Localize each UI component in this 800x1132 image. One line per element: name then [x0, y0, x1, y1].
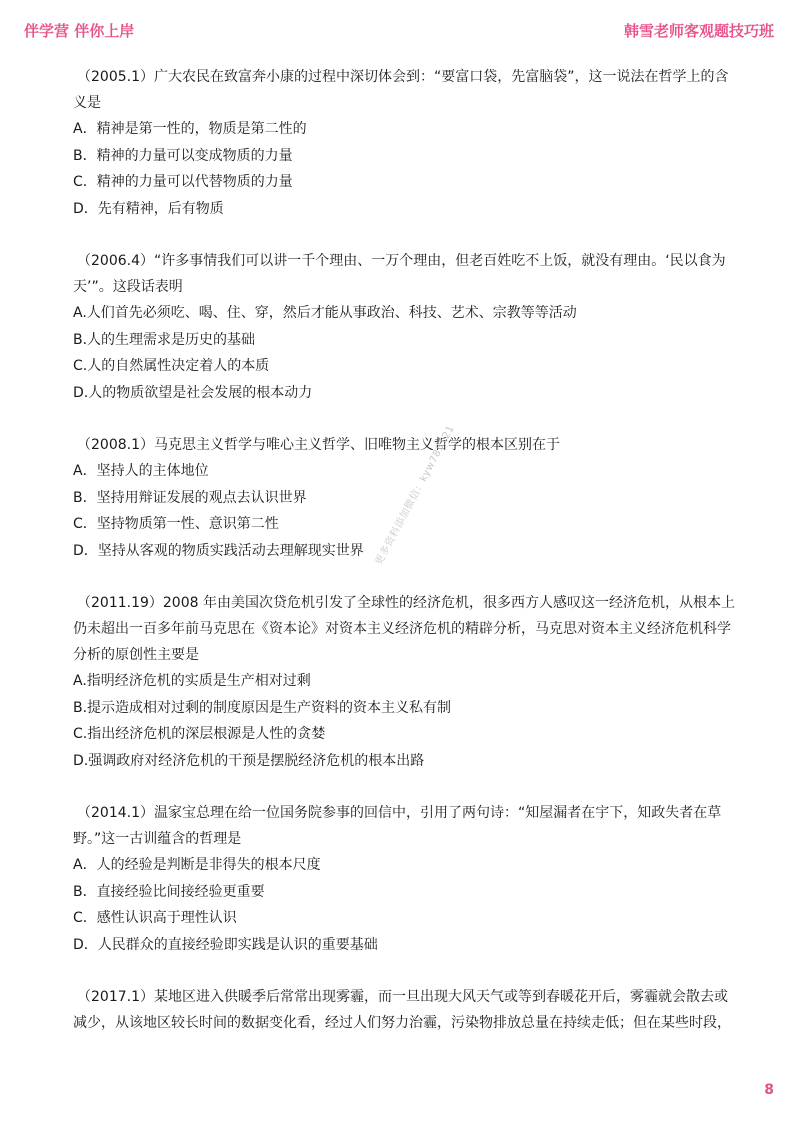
- question-2017-1: [73, 984, 738, 1036]
- option-b: B.提示造成相对过剩的制度原因是生产资料的资本主义私有制: [73, 699, 452, 716]
- question-2014-1: [73, 800, 738, 958]
- option-d: D.人的物质欲望是社会发展的根本动力: [73, 384, 313, 401]
- option-a: A．人的经验是判断是非得失的根本尺度: [73, 857, 321, 873]
- option-a: A.指明经济危机的实质是生产相对过剩: [73, 673, 311, 689]
- question-2006-4: [73, 248, 738, 406]
- question-stem: （2011.19）2008 年由美国次贷危机引发了全球性的经济危机，很多西方人感叹这一经济危机，从根本上仍未超出一百多年前马克思在《资本论》对资本主义经济危机的精辟分析，马克思对资本主义经济危机科学分析的原创性主要是: [73, 595, 735, 663]
- option-c: C．感性认识高于理性认识: [73, 910, 237, 926]
- question-stem: （2008.1）马克思主义哲学与唯心主义哲学、旧唯物主义哲学的根本区别在于: [77, 437, 560, 453]
- option-b: B．精神的力量可以变成物质的力量: [73, 147, 293, 164]
- question-2011-19: [73, 590, 738, 774]
- option-b: B．坚持用辩证发展的观点去认识世界: [73, 489, 307, 506]
- option-b: B．直接经验比间接经验更重要: [73, 883, 265, 900]
- option-c: C.指出经济危机的深层根源是人性的贪婪: [73, 726, 326, 742]
- option-c: C．坚持物质第一性、意识第二性: [73, 516, 279, 532]
- question-stem: （2005.1）广大农民在致富奔小康的过程中深切体会到：“要富口袋，先富脑袋”，这一说法在哲学上的含义是: [73, 69, 729, 111]
- question-stem: （2017.1）某地区进入供暖季后常常出现雾霾，而一旦出现大风天气或等到春暖花开后，雾霾就会散去或减少，从该地区较长时间的数据变化看，经过人们努力治霾，污染物排放总量在持续走低；但在某些时段，: [73, 989, 731, 1031]
- option-d: D．坚持从客观的物质实践活动去理解现实世界: [73, 542, 364, 559]
- option-d: D．先有精神，后有物质: [73, 200, 224, 217]
- question-stem: （2014.1）温家宝总理在给一位国务院参事的回信中，引用了两句诗：“知屋漏者在宇下，知政失者在草野。”这一古训蕴含的哲理是: [73, 805, 722, 847]
- header-course-title: 韩雪老师客观题技巧班: [623, 22, 774, 40]
- question-list: [73, 64, 738, 1062]
- question-stem: （2006.4）“许多事情我们可以讲一千个理由、一万个理由，但老百姓吃不上饭，就没有理由。‘民以食为天’”。这段话表明: [73, 253, 726, 295]
- page-number: 8: [764, 1082, 774, 1098]
- option-a: A.人们首先必须吃、喝、住、穿，然后才能从事政治、科技、艺术、宗教等等活动: [73, 305, 577, 321]
- option-d: D.强调政府对经济危机的干预是摆脱经济危机的根本出路: [73, 752, 425, 769]
- option-a: A．坚持人的主体地位: [73, 463, 209, 479]
- question-2005-1: [73, 64, 738, 222]
- option-c: C.人的自然属性决定着人的本质: [73, 358, 270, 374]
- header-brand-slogan: 伴学营 伴你上岸: [24, 22, 135, 40]
- option-d: D．人民群众的直接经验即实践是认识的重要基础: [73, 936, 378, 953]
- option-c: C．精神的力量可以代替物质的力量: [73, 174, 293, 190]
- option-a: A．精神是第一性的，物质是第二性的: [73, 121, 307, 137]
- watermark-text: 更多资料添加微信：kyw785121: [373, 423, 457, 568]
- option-b: B.人的生理需求是历史的基础: [73, 331, 256, 348]
